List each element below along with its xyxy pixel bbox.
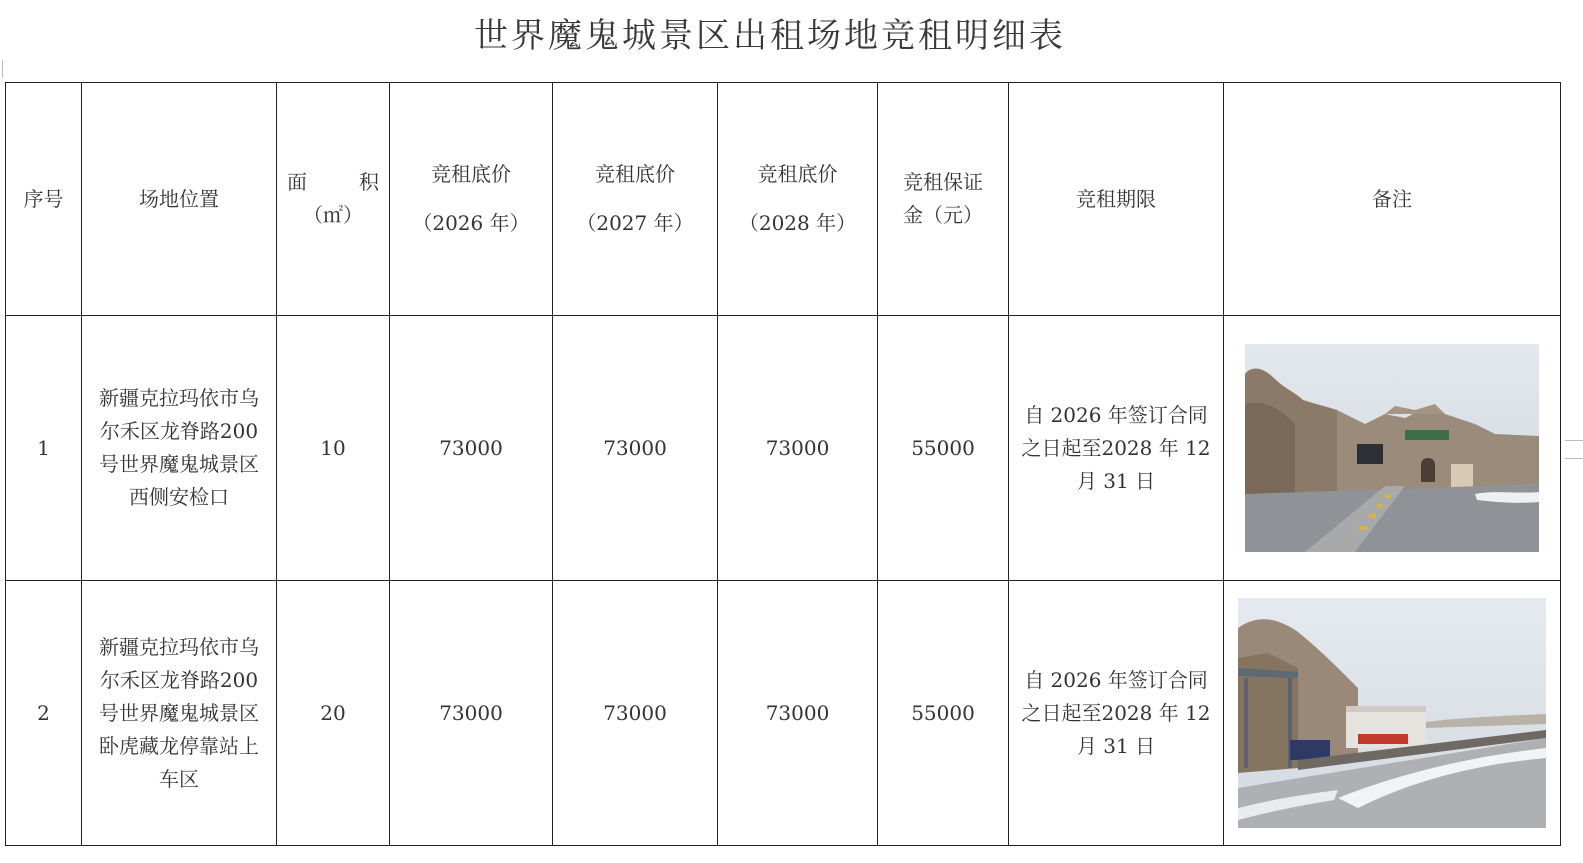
header-area: 面 积 （㎡） [277,83,390,316]
header-serial: 序号 [6,83,82,316]
page-edge-mark [1565,458,1583,459]
row-deposit: 55000 [878,316,1009,581]
rental-detail-table [5,82,1561,846]
table-row [6,316,1561,581]
row-price-2028: 73000 [718,581,878,846]
header-term: 竞租期限 [1009,83,1224,316]
header-remarks: 备注 [1224,83,1561,316]
row-price-2028: 73000 [718,316,878,581]
header-area-line1: 面 积 [287,170,379,194]
row-area: 10 [277,316,390,581]
row-serial: 1 [6,316,82,581]
row-serial: 2 [6,581,82,846]
row-deposit: 55000 [878,581,1009,846]
header-deposit: 竞租保证 金（元） [878,83,1009,316]
header-price-2028: 竞租底价 （2028 年） [718,83,878,316]
table-row [6,581,1561,846]
row-location: 新疆克拉玛依市乌尔禾区龙脊路200号世界魔鬼城景区卧虎藏龙停靠站上车区 [82,581,277,846]
site-photo-boarding-area [1238,598,1546,828]
row-price-2026: 73000 [390,316,553,581]
row-location: 新疆克拉玛依市乌尔禾区龙脊路200号世界魔鬼城景区西侧安检口 [82,316,277,581]
page-edge-mark [1565,440,1583,441]
row-term: 自 2026 年签订合同之日起至2028 年 12 月 31 日 [1009,581,1224,846]
row-price-2026: 73000 [390,581,553,846]
row-price-2027: 73000 [553,581,718,846]
header-location: 场地位置 [82,83,277,316]
header-price-2027: 竞租底价 （2027 年） [553,83,718,316]
row-remarks [1224,581,1561,846]
row-remarks [1224,316,1561,581]
page-corner-mark [2,60,9,78]
table-header-row [6,83,1561,316]
row-area: 20 [277,581,390,846]
header-price-2026: 竞租底价 （2026 年） [390,83,553,316]
row-term: 自 2026 年签订合同之日起至2028 年 12 月 31 日 [1009,316,1224,581]
site-photo-west-security-gate [1245,344,1539,552]
page-title: 世界魔鬼城景区出租场地竞租明细表 [474,16,1066,56]
row-price-2027: 73000 [553,316,718,581]
